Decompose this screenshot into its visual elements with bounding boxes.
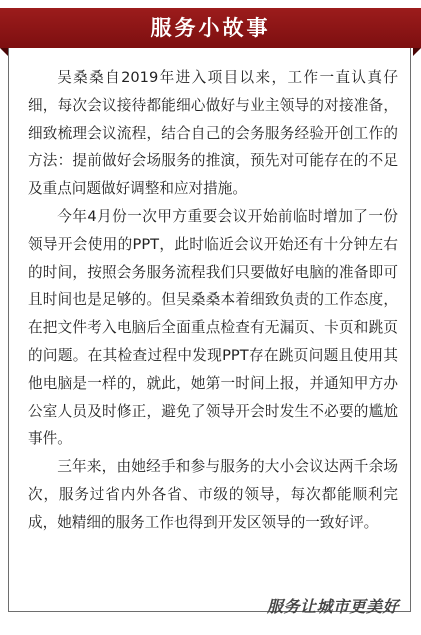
paragraph-summary: 三年来，由她经手和参与服务的大小会议达两千余场次，服务过省内外各省、市级的领导，每次都能顺利完成，她精细的服务工作也得到开发区领导的一致好评。: [28, 458, 398, 531]
paragraph-incident: 今年4月份一次甲方重要会议开始前临时增加了一份领导开会使用的PPT，此时临近会议开始还有十分钟左右的时间，按照会务服务流程我们只要做好电脑的准备即可且时间也是足够的。但吴桑桑本着细致负责的工作态度，在把文件考入电脑后全面重点检查有无漏页、卡页和跳页的问题。在其检查过程中发现PPT存在跳页问题且使用其他电脑是一样的，就此，她第一时间上报，并通知甲方办公室人员及时修正，避免了领导开会时发生不必要的尴尬事件。: [28, 207, 398, 448]
title-banner: [0, 8, 421, 48]
footer-slogan: 服务让城市更美好: [266, 597, 399, 616]
story-body: [28, 64, 398, 537]
page-title: 服务小故事: [150, 16, 271, 40]
paragraph-intro: 吴桑桑自2019年进入项目以来，工作一直认真仔细，每次会议接待都能细心做好与业主领导的对接准备，细致梳理会议流程，结合自己的会务服务经验开创工作的方法：提前做好会场服务的推演，预先对可能存在的不足及重点问题做好调整和应对措施。: [28, 69, 398, 198]
